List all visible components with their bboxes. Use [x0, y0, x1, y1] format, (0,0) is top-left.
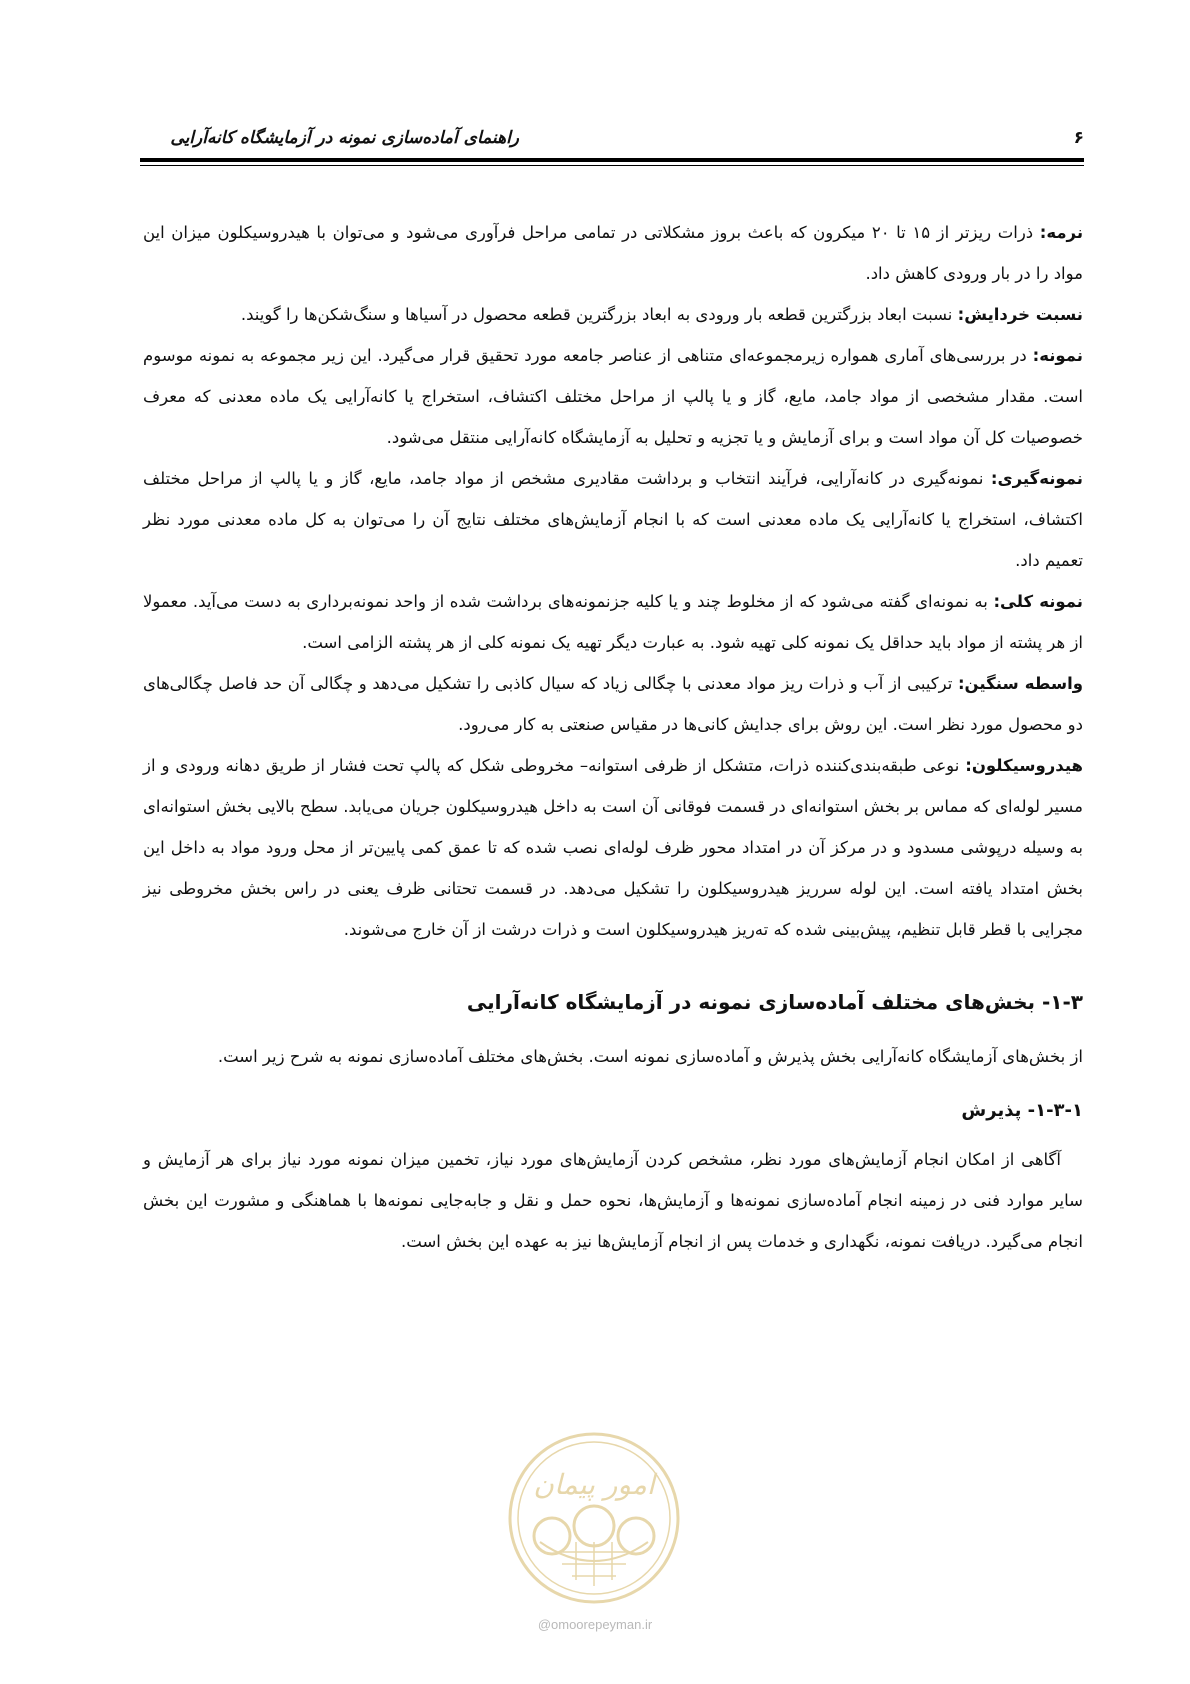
definition-sample	[143, 335, 1083, 458]
definition-composite-sample	[143, 581, 1083, 663]
document-body	[143, 212, 1083, 1262]
definition-term: واسطه سنگین:	[957, 674, 1083, 693]
header-rule-thick	[140, 158, 1084, 162]
definition-sampling	[143, 458, 1083, 581]
definition-fines	[143, 212, 1083, 294]
header-title: راهنمای آماده‌سازی نمونه در آزمایشگاه کانه‌آرایی	[170, 128, 519, 148]
definition-heavy-medium	[143, 663, 1083, 745]
definition-hydrocyclone	[143, 745, 1083, 950]
subsection-text: آگاهی از امکان انجام آزمایش‌های مورد نظر، مشخص کردن آزمایش‌های مورد نیاز، تخمین میزان نمونه مورد نیاز برای هر آزمایش و سایر موارد فنی در زمینه انجام آماده‌سازی نمونه‌ها و آزمایش‌ها، نحوه حمل و نقل و جابه‌جایی نمونه‌ها با هماهنگی و مشورت این بخش انجام می‌گیرد. دریافت نمونه، نگهداری و خدمات پس از انجام آزمایش‌ها نیز به عهده این بخش است.	[143, 1150, 1083, 1251]
definition-term: نمونه کلی:	[993, 592, 1084, 611]
definition-term: نسبت خردایش:	[957, 305, 1083, 324]
definition-term: نمونه‌گیری:	[990, 469, 1083, 488]
definition-text: به نمونه‌ای گفته می‌شود که از مخلوط چند و یا کلیه جزنمونه‌های برداشت شده از واحد نمونه‌برداری به دست می‌آید. معمولا از هر پشته از مواد باید حداقل یک نمونه کلی تهیه شود. به عبارت دیگر تهیه یک نمونه کلی از هر پشته الزامی است.	[143, 592, 1083, 652]
subsection-heading: ۱-۳-۱- پذیرش	[961, 1100, 1083, 1121]
definition-term: نرمه:	[1039, 223, 1084, 242]
definition-text: ترکیبی از آب و ذرات ریز مواد معدنی با چگالی زیاد که سیال کاذبی را تشکیل می‌دهد و چگالی آن حد فاصل چگالی‌های دو محصول مورد نظر است. این روش برای جدایش کانی‌ها در مقیاس صنعتی به کار می‌رود.	[143, 674, 1083, 734]
definition-text: نمونه‌گیری در کانه‌آرایی، فرآیند انتخاب و برداشت مقادیری مشخص از مواد جامد، مایع، گاز و یا پالپ از مراحل مختلف اکتشاف، استخراج یا کانه‌آرایی یک ماده معدنی است که با انجام آزمایش‌های مختلف نتایج آن را می‌توان به کل ماده معدنی مورد نظر تعمیم داد.	[143, 469, 1083, 570]
section-intro: از بخش‌های آزمایشگاه کانه‌آرایی بخش پذیرش و آماده‌سازی نمونه است. بخش‌های مختلف آماده‌سازی نمونه به شرح زیر است.	[217, 1047, 1083, 1066]
section-heading: ۱-۳- بخش‌های مختلف آماده‌سازی نمونه در آزمایشگاه کانه‌آرایی	[466, 990, 1083, 1014]
definition-text: ذرات ریزتر از ۱۵ تا ۲۰ میکرون که باعث بروز مشکلاتی در تمامی مراحل فرآوری می‌شود و می‌توان با هیدروسیکلون میزان این مواد را در بار ورودی کاهش داد.	[143, 223, 1083, 283]
definition-text: نسبت ابعاد بزرگترین قطعه بار ورودی به ابعاد بزرگترین قطعه محصول در آسیاها و سنگ‌شکن‌ها را گویند.	[240, 305, 958, 324]
definition-text: نوعی طبقه‌بندی‌کننده ذرات، متشکل از ظرفی استوانه‌– مخروطی شکل که پالپ تحت فشار از طریق دهانه ورودی و از مسیر لوله‌ای که مماس بر بخش استوانه‌ای در قسمت فوقانی آن است به داخل هیدروسیکلون جریان می‌یابد. سطح بالایی بخش استوانه‌ای به وسیله درپوشی مسدود و در مرکز آن در امتداد محور ظرف لوله‌ای نصب شده که تا عمق کمی پایین‌تر از محل ورود مواد به داخل این بخش امتداد یافته است. این لوله سرریز هیدروسیکلون را تشکیل می‌دهد. در قسمت تحتانی ظرف یعنی در راس بخش مخروطی نیز مجرایی با قطر قابل تنظیم، پیش‌بینی شده که ته‌ریز هیدروسیکلون است و ذرات درشت از آن خارج می‌شوند.	[143, 756, 1083, 939]
watermark-logo	[506, 1430, 682, 1606]
watermark-site: @omoorepeyman.ir	[537, 1617, 653, 1632]
definition-term: هیدروسیکلون:	[965, 756, 1083, 775]
definition-text: در بررسی‌های آماری همواره زیرمجموعه‌ای متناهی از عناصر جامعه مورد تحقیق قرار می‌گیرد. این زیر مجموعه به نمونه موسوم است. مقدار مشخصی از مواد جامد، مایع، گاز و یا پالپ از مراحل مختلف اکتشاف، استخراج یا کانه‌آرایی یک ماده معدنی که معرف خصوصیات کل آن مواد است و برای آزمایش و یا تجزیه و تحلیل به آزمایشگاه کانه‌آرایی منتقل می‌شود.	[143, 346, 1083, 447]
header-rule-thin	[140, 165, 1084, 166]
watermark-logo-text: امور پیمان	[533, 1468, 655, 1501]
definition-reduction-ratio	[143, 294, 1083, 335]
page-header	[140, 128, 1084, 156]
definition-term: نمونه:	[1032, 346, 1083, 365]
page-number: ۶	[1073, 128, 1084, 148]
